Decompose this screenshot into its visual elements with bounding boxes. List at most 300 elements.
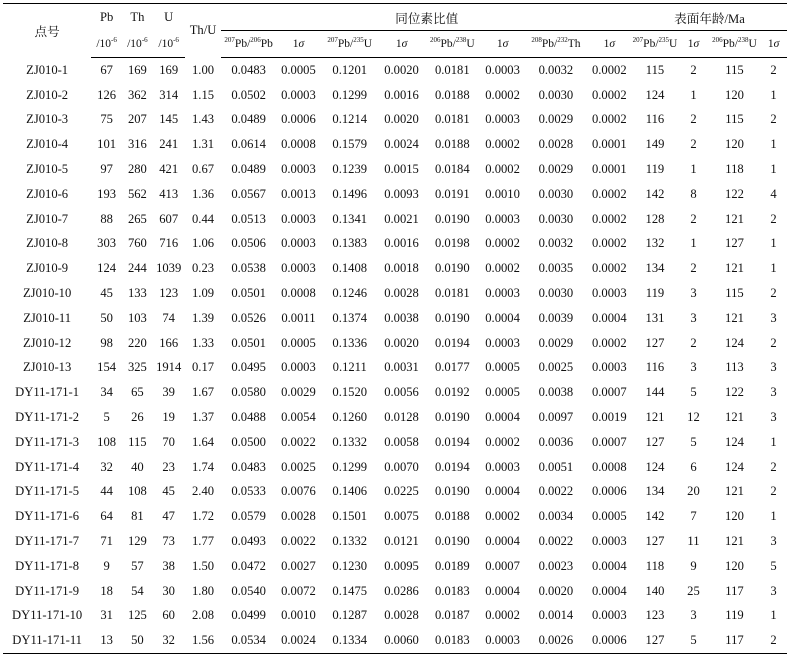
cell-208pb-232th: 0.0022	[538, 534, 574, 549]
cell-th: 133	[127, 286, 147, 301]
cell-208pb-232th-sigma: 0.0007	[591, 385, 627, 400]
cell-208pb-232th: 0.0097	[538, 410, 574, 425]
cell-208pb-232th: 0.0014	[538, 608, 574, 623]
cell-age-206pb-238u: 118	[725, 162, 744, 177]
table-row	[3, 207, 787, 232]
cell-207pb-206pb-sigma: 0.0008	[281, 286, 316, 301]
cell-age-206pb-238u: 127	[725, 236, 744, 251]
cell-208pb-232th: 0.0038	[538, 385, 574, 400]
cell-age-206pb-238u: 121	[725, 261, 744, 276]
table-row	[3, 504, 787, 529]
cell-208pb-232th-sigma: 0.0003	[591, 360, 627, 375]
cell-th-u: 1.00	[192, 62, 215, 77]
cell-206pb-238u-sigma: 0.0002	[485, 236, 520, 251]
cell-206pb-238u: 0.0191	[434, 186, 470, 201]
header-sigma: 1σ	[587, 31, 632, 58]
cell-th-u: 1.43	[192, 112, 215, 127]
cell-th-u: 1.33	[192, 335, 215, 350]
cell-th: 760	[127, 236, 147, 251]
cell-207pb-206pb: 0.0533	[231, 484, 266, 499]
cell-u: 413	[159, 186, 179, 201]
cell-207pb-206pb-sigma: 0.0003	[281, 261, 316, 276]
cell-207pb-206pb: 0.0580	[231, 385, 266, 400]
cell-age-207pb-235u: 127	[632, 628, 678, 653]
cell-206pb-238u-sigma: 0.0003	[485, 62, 520, 77]
cell-206pb-238u-sigma: 0.0002	[485, 261, 520, 276]
cell-age-206pb-238u-sigma: 2	[770, 211, 777, 226]
cell-207pb-235u-sigma: 0.0031	[384, 360, 419, 375]
cell-age-207pb-235u: 131	[645, 310, 665, 325]
cell-208pb-232th: 0.0030	[538, 211, 574, 226]
table-row	[3, 232, 787, 257]
cell-age-206pb-238u-sigma: 3	[770, 583, 777, 598]
cell-207pb-235u-sigma: 0.0093	[384, 186, 419, 201]
cell-age-206pb-238u: 121	[725, 410, 744, 425]
cell-th-u: 1.80	[192, 583, 215, 598]
cell-208pb-232th-sigma: 0.0001	[591, 137, 627, 152]
cell-207pb-206pb-sigma: 0.0022	[281, 434, 316, 449]
cell-age-206pb-238u-sigma: 2	[760, 628, 787, 653]
header-th-u: Th/U	[185, 4, 222, 58]
zircon-u-pb-table	[3, 3, 787, 654]
cell-207pb-206pb: 0.0489	[231, 112, 266, 127]
cell-207pb-235u: 0.1299	[332, 459, 368, 474]
cell-208pb-232th-sigma: 0.0002	[591, 112, 627, 127]
cell-age-206pb-238u: 120	[725, 509, 744, 524]
cell-age-207pb-235u-sigma: 2	[690, 137, 697, 152]
cell-u: 60	[162, 608, 175, 623]
cell-pb: 45	[100, 286, 113, 301]
table-row	[3, 628, 787, 653]
cell-age-206pb-238u: 117	[709, 628, 760, 653]
cell-207pb-235u-sigma: 0.0015	[384, 162, 419, 177]
cell-age-206pb-238u-sigma: 3	[770, 410, 777, 425]
cell-207pb-206pb-sigma: 0.0003	[281, 87, 316, 102]
cell-207pb-235u: 0.1520	[332, 385, 368, 400]
cell-206pb-238u: 0.0194	[434, 434, 470, 449]
cell-206pb-238u-sigma: 0.0002	[485, 509, 520, 524]
cell-age-207pb-235u-sigma: 1	[690, 236, 697, 251]
cell-age-206pb-238u-sigma: 2	[770, 484, 777, 499]
header-pb: Pb	[91, 4, 122, 31]
cell-206pb-238u: 0.0192	[434, 385, 470, 400]
cell-age-207pb-235u: 140	[645, 583, 665, 598]
cell-age-206pb-238u: 115	[725, 286, 744, 301]
cell-207pb-235u: 0.1374	[332, 310, 368, 325]
cell-207pb-235u-sigma: 0.0075	[384, 509, 419, 524]
cell-point-id: DY11-171-6	[15, 509, 80, 524]
cell-age-207pb-235u: 134	[645, 484, 665, 499]
cell-age-207pb-235u-sigma: 8	[690, 186, 697, 201]
cell-th: 562	[127, 186, 147, 201]
cell-th-u: 1.77	[192, 534, 215, 549]
cell-207pb-235u-sigma: 0.0121	[384, 534, 419, 549]
cell-206pb-238u-sigma: 0.0003	[485, 112, 520, 127]
cell-207pb-235u-sigma: 0.0028	[384, 608, 419, 623]
cell-208pb-232th-sigma: 0.0002	[591, 261, 627, 276]
cell-u: 1914	[156, 360, 182, 375]
cell-208pb-232th-sigma: 0.0008	[591, 459, 627, 474]
header-sigma: 1σ	[378, 31, 424, 58]
cell-th-u: 1.37	[192, 410, 215, 425]
cell-207pb-206pb: 0.0540	[231, 583, 266, 598]
cell-age-207pb-235u-sigma: 11	[687, 534, 700, 549]
cell-207pb-206pb: 0.0614	[231, 137, 266, 152]
cell-208pb-232th: 0.0036	[538, 434, 574, 449]
cell-age-206pb-238u-sigma: 2	[770, 286, 777, 301]
cell-u: 70	[162, 434, 175, 449]
cell-age-207pb-235u-sigma: 3	[690, 360, 697, 375]
cell-age-207pb-235u-sigma: 25	[687, 583, 700, 598]
cell-u: 32	[153, 628, 185, 653]
cell-208pb-232th: 0.0051	[538, 459, 574, 474]
cell-th-u: 0.23	[192, 261, 215, 276]
cell-age-207pb-235u-sigma: 2	[690, 112, 697, 127]
cell-207pb-206pb-sigma: 0.0003	[281, 360, 316, 375]
cell-208pb-232th-sigma: 0.0002	[591, 186, 627, 201]
cell-point-id: ZJ010-13	[22, 360, 72, 375]
cell-208pb-232th-sigma: 0.0019	[591, 410, 627, 425]
cell-age-206pb-238u: 124	[725, 434, 744, 449]
cell-206pb-238u: 0.0190	[434, 484, 470, 499]
cell-age-206pb-238u-sigma: 1	[770, 434, 777, 449]
cell-point-id: ZJ010-8	[26, 236, 69, 251]
cell-208pb-232th: 0.0028	[538, 137, 574, 152]
cell-age-207pb-235u: 116	[645, 360, 665, 375]
cell-age-206pb-238u-sigma: 1	[770, 87, 777, 102]
cell-age-207pb-235u-sigma: 12	[687, 410, 700, 425]
cell-point-id: DY11-171-3	[15, 434, 80, 449]
cell-point-id: ZJ010-5	[26, 162, 69, 177]
table-row	[3, 132, 787, 157]
cell-206pb-238u-sigma: 0.0002	[485, 608, 520, 623]
cell-207pb-235u: 0.1341	[332, 211, 368, 226]
cell-age-206pb-238u: 121	[725, 310, 744, 325]
cell-207pb-206pb: 0.0501	[231, 335, 266, 350]
cell-208pb-232th-sigma: 0.0004	[591, 583, 627, 598]
cell-u: 123	[159, 286, 179, 301]
header-u-unit: $/10^{-6}$	[153, 31, 185, 58]
cell-pb: 124	[97, 261, 117, 276]
cell-pb: 64	[100, 509, 113, 524]
cell-th: 325	[127, 360, 147, 375]
cell-point-id: ZJ010-2	[26, 87, 69, 102]
cell-age-207pb-235u: 124	[645, 87, 665, 102]
table-row	[3, 604, 787, 629]
cell-208pb-232th-sigma: 0.0002	[591, 62, 627, 77]
cell-206pb-238u: 0.0190	[434, 410, 470, 425]
cell-207pb-206pb: 0.0502	[231, 87, 266, 102]
cell-age-207pb-235u: 127	[645, 534, 665, 549]
cell-207pb-206pb: 0.0488	[231, 410, 266, 425]
cell-age-207pb-235u: 115	[645, 62, 665, 77]
cell-u: 607	[159, 211, 179, 226]
header-sigma: 1σ	[760, 31, 787, 58]
cell-206pb-238u-sigma: 0.0003	[485, 335, 520, 350]
cell-pb: 5	[103, 410, 110, 425]
cell-th-u: 1.74	[192, 459, 215, 474]
cell-207pb-235u-sigma: 0.0028	[384, 286, 419, 301]
cell-208pb-232th-sigma: 0.0006	[587, 628, 632, 653]
table-row	[3, 182, 787, 207]
cell-207pb-235u: 0.1211	[332, 360, 367, 375]
cell-208pb-232th: 0.0020	[538, 583, 574, 598]
cell-208pb-232th-sigma: 0.0004	[591, 558, 627, 573]
cell-206pb-238u-sigma: 0.0003	[480, 628, 525, 653]
cell-age-206pb-238u-sigma: 2	[770, 459, 777, 474]
cell-age-207pb-235u: 142	[645, 509, 665, 524]
cell-207pb-206pb-sigma: 0.0011	[281, 310, 316, 325]
cell-207pb-235u: 0.1287	[332, 608, 368, 623]
cell-208pb-232th: 0.0030	[538, 186, 574, 201]
cell-age-206pb-238u: 121	[725, 534, 744, 549]
cell-age-207pb-235u-sigma: 1	[690, 162, 697, 177]
cell-age-206pb-238u: 122	[725, 385, 744, 400]
cell-pb: 34	[100, 385, 113, 400]
cell-207pb-235u-sigma: 0.0056	[384, 385, 419, 400]
cell-pb: 44	[100, 484, 113, 499]
cell-age-206pb-238u-sigma: 3	[770, 385, 777, 400]
cell-age-206pb-238u-sigma: 5	[770, 558, 777, 573]
cell-206pb-238u-sigma: 0.0002	[485, 87, 520, 102]
cell-age-207pb-235u-sigma: 20	[687, 484, 700, 499]
cell-age-207pb-235u: 149	[645, 137, 665, 152]
cell-pb: 101	[97, 137, 117, 152]
cell-u: 241	[159, 137, 179, 152]
cell-u: 30	[162, 583, 175, 598]
cell-208pb-232th: 0.0030	[538, 87, 574, 102]
cell-pb: 98	[100, 335, 113, 350]
cell-age-207pb-235u: 118	[645, 558, 665, 573]
cell-207pb-235u: 0.1239	[332, 162, 368, 177]
cell-age-207pb-235u: 127	[645, 335, 665, 350]
cell-age-207pb-235u-sigma: 5	[690, 385, 697, 400]
cell-age-206pb-238u: 117	[725, 583, 744, 598]
cell-206pb-238u: 0.0188	[434, 87, 470, 102]
cell-207pb-206pb-sigma: 0.0072	[281, 583, 316, 598]
cell-207pb-206pb-sigma: 0.0076	[281, 484, 316, 499]
cell-age-206pb-238u-sigma: 3	[770, 310, 777, 325]
cell-208pb-232th: 0.0029	[538, 335, 574, 350]
cell-206pb-238u-sigma: 0.0005	[485, 360, 520, 375]
cell-207pb-235u: 0.1496	[332, 186, 368, 201]
header-th: Th	[122, 4, 153, 31]
cell-u: 74	[162, 310, 175, 325]
cell-206pb-238u-sigma: 0.0004	[485, 583, 520, 598]
cell-208pb-232th: 0.0022	[538, 484, 574, 499]
cell-th-u: 0.44	[192, 211, 215, 226]
cell-point-id: ZJ010-6	[26, 186, 69, 201]
cell-point-id: ZJ010-11	[23, 310, 72, 325]
cell-207pb-206pb-sigma: 0.0010	[281, 608, 316, 623]
header-pb-unit: $/10^{-6}$	[91, 31, 122, 58]
cell-age-207pb-235u-sigma: 1	[690, 87, 697, 102]
cell-th: 103	[127, 310, 147, 325]
cell-206pb-238u: 0.0181	[434, 112, 470, 127]
cell-u: 38	[162, 558, 175, 573]
cell-th-u: 1.56	[185, 628, 222, 653]
cell-th-u: 2.40	[192, 484, 215, 499]
cell-age-206pb-238u-sigma: 1	[770, 509, 777, 524]
cell-th: 108	[127, 484, 147, 499]
cell-208pb-232th: 0.0026	[525, 628, 587, 653]
cell-206pb-238u-sigma: 0.0002	[485, 137, 520, 152]
cell-age-206pb-238u: 124	[725, 459, 744, 474]
cell-th-u: 2.08	[192, 608, 215, 623]
cell-age-207pb-235u: 119	[645, 286, 665, 301]
cell-age-206pb-238u: 124	[725, 335, 744, 350]
cell-207pb-206pb: 0.0513	[231, 211, 266, 226]
cell-206pb-238u: 0.0189	[434, 558, 470, 573]
cell-207pb-235u: 0.1260	[332, 410, 368, 425]
cell-206pb-238u: 0.0194	[434, 459, 470, 474]
cell-pb: 9	[103, 558, 110, 573]
cell-207pb-206pb: 0.0500	[231, 434, 266, 449]
cell-207pb-206pb: 0.0472	[231, 558, 266, 573]
header-age-207pb-235u: $^{207}$Pb/$^{235}$U	[632, 31, 678, 58]
cell-th-u: 0.67	[192, 162, 215, 177]
table-row	[3, 405, 787, 430]
table-row	[3, 356, 787, 381]
cell-208pb-232th-sigma: 0.0002	[591, 87, 627, 102]
cell-u: 45	[162, 484, 175, 499]
cell-207pb-235u: 0.1246	[332, 286, 368, 301]
cell-207pb-206pb: 0.0506	[231, 236, 266, 251]
cell-208pb-232th-sigma: 0.0002	[591, 236, 627, 251]
cell-pb: 50	[100, 310, 113, 325]
cell-age-207pb-235u: 119	[645, 162, 665, 177]
cell-age-206pb-238u-sigma: 1	[770, 137, 777, 152]
cell-206pb-238u: 0.0181	[434, 62, 470, 77]
cell-th: 81	[131, 509, 144, 524]
cell-point-id: DY11-171-4	[15, 459, 80, 474]
cell-206pb-238u: 0.0181	[434, 286, 470, 301]
cell-207pb-206pb-sigma: 0.0027	[281, 558, 316, 573]
cell-age-206pb-238u-sigma: 2	[770, 335, 777, 350]
cell-th: 125	[127, 608, 147, 623]
cell-206pb-238u: 0.0190	[434, 534, 470, 549]
cell-th-u: 1.15	[192, 87, 215, 102]
cell-207pb-206pb-sigma: 0.0006	[281, 112, 316, 127]
cell-206pb-238u: 0.0183	[425, 628, 480, 653]
cell-pb: 71	[100, 534, 113, 549]
cell-207pb-235u: 0.1475	[332, 583, 368, 598]
table-row	[3, 157, 787, 182]
header-u: U	[153, 4, 185, 31]
cell-point-id: ZJ010-10	[22, 286, 72, 301]
cell-u: 716	[159, 236, 179, 251]
cell-207pb-206pb-sigma: 0.0054	[281, 410, 316, 425]
cell-pb: 154	[97, 360, 117, 375]
cell-th: 169	[127, 62, 147, 77]
cell-th: 26	[131, 410, 144, 425]
table-row	[3, 281, 787, 306]
cell-u: 23	[162, 459, 175, 474]
cell-age-207pb-235u: 144	[645, 385, 665, 400]
cell-age-206pb-238u-sigma: 1	[770, 162, 777, 177]
cell-207pb-206pb: 0.0501	[231, 286, 266, 301]
cell-207pb-235u-sigma: 0.0024	[384, 137, 419, 152]
cell-207pb-206pb-sigma: 0.0022	[281, 534, 316, 549]
cell-age-206pb-238u: 115	[725, 62, 744, 77]
table-row	[3, 529, 787, 554]
cell-th: 40	[131, 459, 144, 474]
header-point: 点号	[3, 4, 91, 58]
cell-206pb-238u: 0.0187	[434, 608, 470, 623]
cell-pb: 18	[100, 583, 113, 598]
cell-207pb-206pb-sigma: 0.0003	[281, 236, 316, 251]
cell-207pb-235u-sigma: 0.0070	[384, 459, 419, 474]
cell-point-id: DY11-171-7	[15, 534, 80, 549]
cell-207pb-206pb-sigma: 0.0005	[281, 335, 316, 350]
cell-age-206pb-238u: 120	[725, 558, 744, 573]
cell-point-id: DY11-171-8	[15, 558, 80, 573]
cell-th: 244	[127, 261, 147, 276]
cell-207pb-235u: 0.1383	[332, 236, 368, 251]
cell-pb: 126	[97, 87, 117, 102]
cell-207pb-206pb-sigma: 0.0013	[281, 186, 316, 201]
cell-th-u: 1.09	[192, 286, 215, 301]
cell-206pb-238u-sigma: 0.0002	[485, 162, 520, 177]
cell-207pb-235u-sigma: 0.0128	[384, 410, 419, 425]
cell-pb: 193	[97, 186, 117, 201]
cell-207pb-235u-sigma: 0.0021	[384, 211, 419, 226]
cell-point-id: DY11-171-9	[15, 583, 80, 598]
cell-207pb-235u: 0.1408	[332, 261, 368, 276]
cell-206pb-238u-sigma: 0.0004	[485, 484, 520, 499]
table-row	[3, 108, 787, 133]
cell-age-206pb-238u-sigma: 1	[770, 236, 777, 251]
cell-207pb-235u-sigma: 0.0016	[384, 87, 419, 102]
cell-th-u: 1.64	[192, 434, 215, 449]
cell-th: 220	[127, 335, 147, 350]
cell-u: 19	[162, 410, 175, 425]
header-sigma: 1σ	[276, 31, 321, 58]
cell-point-id: DY11-171-1	[15, 385, 80, 400]
cell-age-207pb-235u: 142	[645, 186, 665, 201]
cell-pb: 32	[100, 459, 113, 474]
cell-207pb-206pb: 0.0493	[231, 534, 266, 549]
cell-208pb-232th-sigma: 0.0002	[591, 335, 627, 350]
cell-th: 362	[127, 87, 147, 102]
cell-207pb-206pb: 0.0483	[231, 62, 266, 77]
cell-206pb-238u-sigma: 0.0004	[485, 534, 520, 549]
cell-age-207pb-235u-sigma: 5	[678, 628, 709, 653]
cell-age-206pb-238u-sigma: 2	[770, 112, 777, 127]
cell-208pb-232th: 0.0035	[538, 261, 574, 276]
header-isotope-ratios: 同位素比值	[221, 4, 631, 31]
cell-206pb-238u: 0.0184	[434, 162, 470, 177]
cell-206pb-238u-sigma: 0.0003	[485, 211, 520, 226]
cell-206pb-238u: 0.0190	[434, 261, 470, 276]
cell-208pb-232th: 0.0030	[538, 286, 574, 301]
cell-206pb-238u: 0.0188	[434, 509, 470, 524]
cell-age-206pb-238u: 120	[725, 87, 744, 102]
cell-u: 421	[159, 162, 179, 177]
cell-208pb-232th: 0.0032	[538, 236, 574, 251]
table-body	[3, 58, 787, 654]
cell-th: 129	[127, 534, 147, 549]
cell-th-u: 1.06	[192, 236, 215, 251]
header-ratio-207pb-235u: $^{207}$Pb/$^{235}$U	[321, 31, 378, 58]
cell-u: 314	[159, 87, 179, 102]
cell-age-207pb-235u: 134	[645, 261, 665, 276]
header-surface-age: 表面年龄/Ma	[632, 4, 787, 31]
cell-207pb-235u: 0.1332	[332, 534, 368, 549]
cell-point-id: ZJ010-3	[26, 112, 69, 127]
cell-206pb-238u-sigma: 0.0004	[485, 410, 520, 425]
cell-age-206pb-238u: 113	[725, 360, 744, 375]
